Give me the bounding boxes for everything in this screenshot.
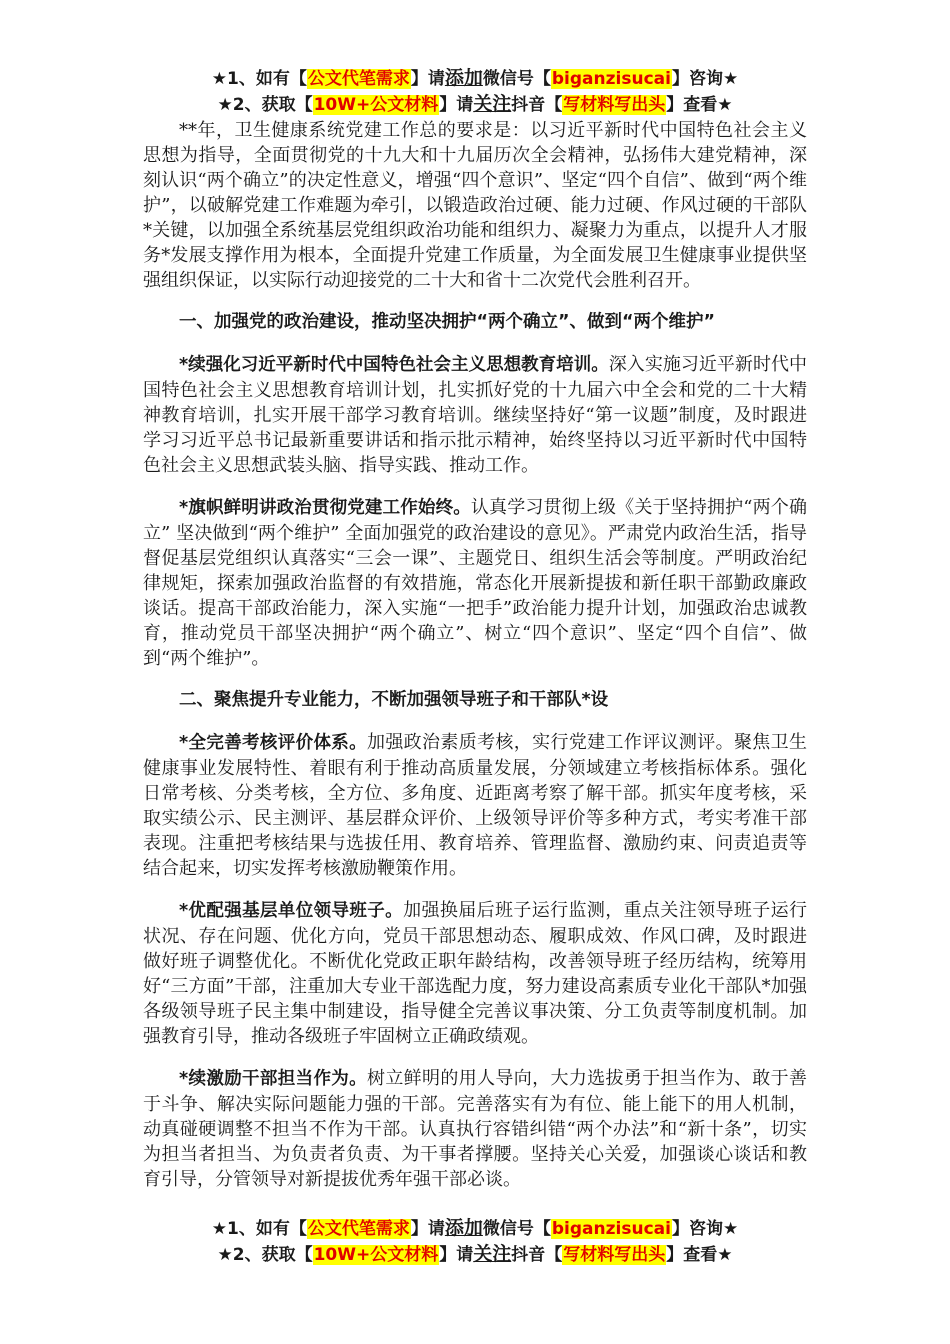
- banner-text: 微信号【: [482, 1219, 551, 1239]
- banner-highlight: biganzisucai: [551, 1219, 671, 1239]
- paragraph-lead: *旗帜鲜明讲政治贯彻党建工作始终。: [179, 498, 471, 518]
- section-1-paragraph-1: [143, 352, 807, 478]
- paragraph-text: 树立鲜明的用人导向，大力选拔勇于担当作为、敢于善于斗争、解决实际问题能力强的干部。完善落实有为有位、能上能下的用人机制，动真碰硬调整不担当不作为干部。认真执行容错纠错“两个办法”和“新十条”，切实为担当者担当、为负责者负责、为干事者撑腰。坚持关心关爱，加强谈心谈话和教育引导，分管领导对新提拔优秀年强干部必谈。: [143, 1068, 807, 1190]
- banner-text: 】请: [439, 95, 474, 115]
- section-2-paragraph-1: [143, 730, 807, 881]
- section-1-paragraph-2: [143, 495, 807, 671]
- banner-line-1: [0, 66, 950, 92]
- banner-underline: 添加: [444, 1217, 483, 1239]
- section-1-heading: 一、加强党的政治建设，推动坚决拥护“两个确立”、做到“两个维护”: [179, 312, 716, 332]
- banner-highlight: 10W+公文材料: [313, 95, 439, 115]
- banner-highlight: biganzisucai: [551, 69, 671, 89]
- banner-highlight: 写材料写出头: [563, 1245, 666, 1265]
- banner-text: ★2、获取【: [217, 95, 313, 115]
- section-2-paragraph-2: [143, 898, 807, 1049]
- banner-text: 】查看★: [666, 1245, 733, 1265]
- banner-underline: 关注: [473, 93, 512, 115]
- document-body: [143, 118, 807, 1192]
- banner-text: 】请: [410, 69, 445, 89]
- paragraph-text: 加强政治素质考核，实行党建工作评议测评。聚焦卫生健康事业发展特性、着眼有利于推动高质量发展，分领域建立考核指标体系。强化日常考核、分类考核，全方位、多角度、近距离考察了解干部。抓实年度考核，采取实绩公示、民主测评、基层群众评价、上级领导评价等多种方式，考实考准干部表现。注重把考核结果与选拔任用、教育培养、管理监督、激励约束、问责追责等结合起来，切实发挥考核激励鞭策作用。: [143, 732, 807, 879]
- paragraph-lead: *续强化习近平新时代中国特色社会主义思想教育培训。: [179, 355, 609, 375]
- section-2-paragraph-3: [143, 1066, 807, 1192]
- banner-highlight: 写材料写出头: [563, 95, 666, 115]
- banner-line-2: [0, 92, 950, 118]
- section-2-heading: 二、聚焦提升专业能力，不断加强领导班子和干部队*设: [179, 690, 609, 710]
- banner-text: 】请: [439, 1245, 474, 1265]
- paragraph-text: 深入实施习近平新时代中国特色社会主义思想教育培训计划，扎实抓好党的十九届六中全会和党的二十大精神教育培训，扎实开展干部学习教育培训。继续坚持好“第一议题”制度，及时跟进学习习近平总书记最新重要讲话和指示批示精神，始终坚持以习近平新时代中国特色社会主义思想武装头脑、指导实践、推动工作。: [143, 354, 808, 476]
- banner-text: ★1、如有【: [211, 1219, 307, 1239]
- ad-banner-bottom: [0, 1216, 950, 1268]
- banner-text: 】查看★: [666, 95, 733, 115]
- paragraph-lead: *续激励干部担当作为。: [179, 1069, 367, 1089]
- banner-text: 】请: [410, 1219, 445, 1239]
- paragraph-text: 加强换届后班子运行监测，重点关注领导班子运行状况、存在问题、优化方向，党员干部思想动态、履职成效、作风口碑，及时跟进做好班子调整优化。不断优化党政正职年龄结构，改善领导班子经历结构，统筹用好“三方面”干部，注重加大专业干部选配力度，努力建设高素质专业化干部队*加强各级领导班子民主集中制建设，指导健全完善议事决策、分工负责等制度机制。加强教育引导，推动各级班子牢固树立正确政绩观。: [143, 900, 807, 1047]
- banner-text: ★2、获取【: [217, 1245, 313, 1265]
- banner-highlight: 公文代笔需求: [307, 69, 410, 89]
- banner-text: 抖音【: [511, 1245, 563, 1265]
- paragraph-lead: *优配强基层单位领导班子。: [179, 901, 404, 921]
- intro-paragraph: **年，卫生健康系统党建工作总的要求是：以习近平新时代中国特色社会主义思想为指导，全面贯彻党的十九大和十九届历次全会精神，弘扬伟大建党精神，深刻认识“两个确立”的决定性意义，增强“四个意识”、坚定“四个自信”、做到“两个维护”，以破解党建工作难题为牵引，以锻造政治过硬、能力过硬、作风过硬的干部队*关键，以加强全系统基层党组织政治功能和组织力、凝聚力为重点，以提升人才服务*发展支撑作用为根本，全面提升党建工作质量，为全面发展卫生健康事业提供坚强组织保证，以实际行动迎接党的二十大和省十二次党代会胜利召开。: [143, 120, 807, 291]
- banner-text: 】咨询★: [671, 1219, 739, 1239]
- banner-underline: 关注: [473, 1243, 512, 1265]
- banner-text: 微信号【: [482, 69, 551, 89]
- banner-highlight: 公文代笔需求: [307, 1219, 410, 1239]
- banner-text: 】咨询★: [671, 69, 739, 89]
- banner-text: ★1、如有【: [211, 69, 307, 89]
- banner-line-2: [0, 1242, 950, 1268]
- banner-text: 抖音【: [511, 95, 563, 115]
- ad-banner-top: [0, 66, 950, 118]
- paragraph-text: 认真学习贯彻上级《关于坚持拥护“两个确立” 坚决做到“两个维护” 全面加强党的政治建设的意见》。严肃党内政治生活，指导督促基层党组织认真落实“三会一课”、主题党日、组织生活会等制度。严明政治纪律规矩，探索加强政治监督的有效措施，常态化开展新提拔和新任职干部勤政廉政谈话。提高干部政治能力，深入实施“一把手”政治能力提升计划，加强政治忠诚教育，推动党员干部坚决拥护“两个确立”、树立“四个意识”、坚定“四个自信”、做到“两个维护”。: [143, 497, 807, 669]
- banner-highlight: 10W+公文材料: [313, 1245, 439, 1265]
- paragraph-lead: *全完善考核评价体系。: [179, 733, 367, 753]
- banner-underline: 添加: [444, 67, 483, 89]
- banner-line-1: [0, 1216, 950, 1242]
